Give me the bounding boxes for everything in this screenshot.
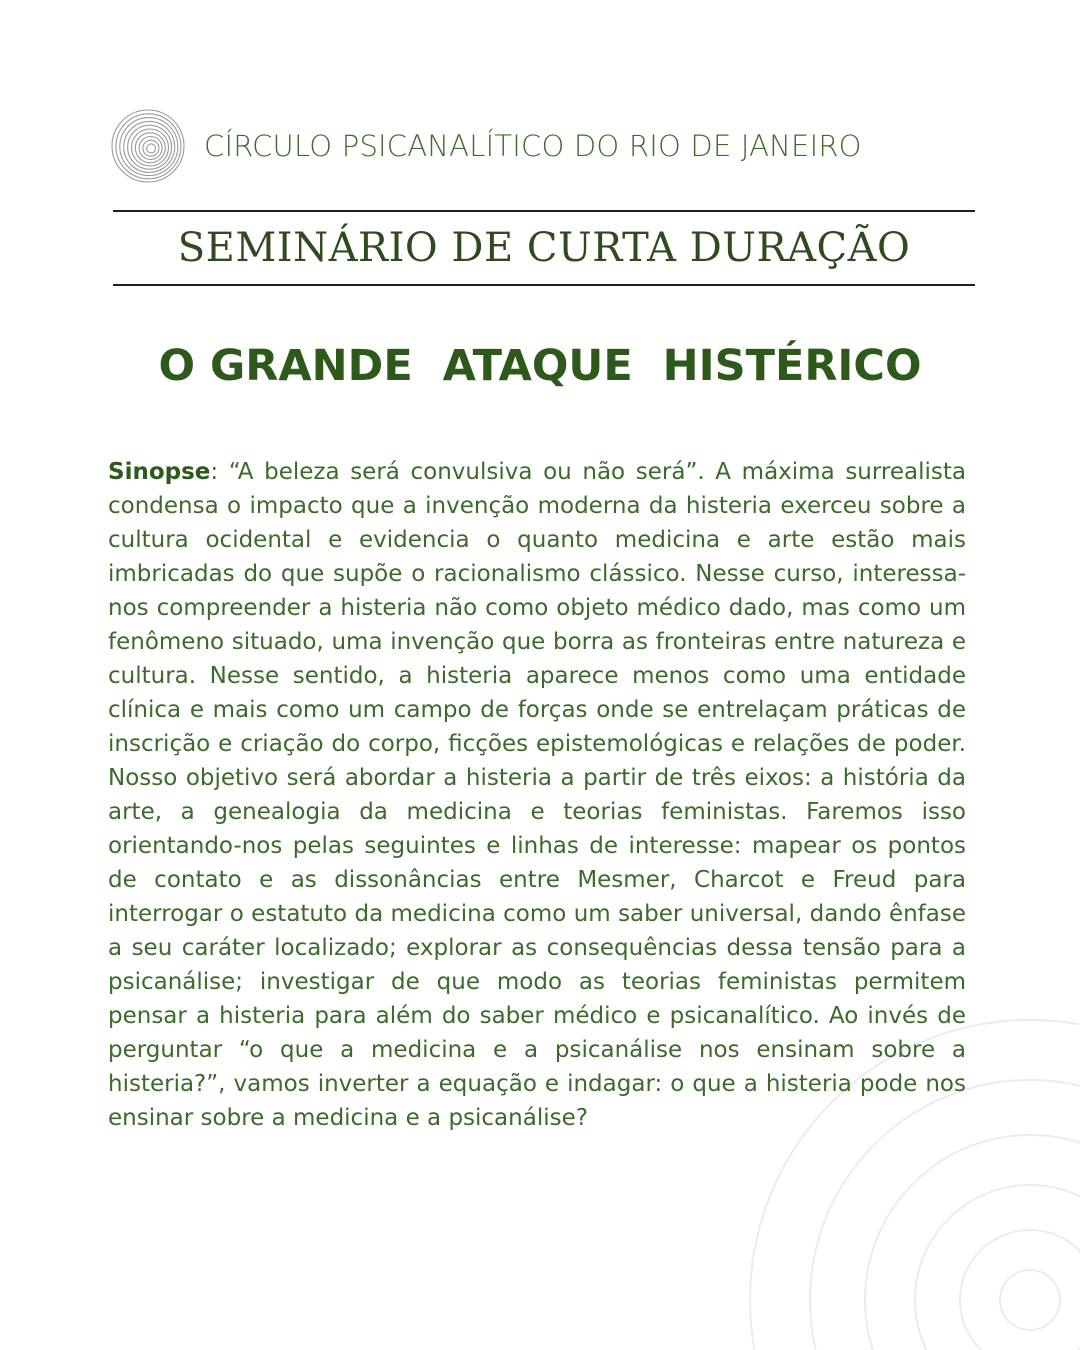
divider-top xyxy=(113,210,975,212)
seminar-type-heading: SEMINÁRIO DE CURTA DURAÇÃO xyxy=(177,225,911,271)
synopsis-label: Sinopse xyxy=(108,459,211,485)
synopsis-paragraph xyxy=(108,455,966,1135)
concentric-circles-logo-icon xyxy=(110,108,186,184)
synopsis-text: : “A beleza será convulsiva ou não será”. A máxima surrealista condensa o impacto que a invenção moderna da histeria exerceu sobre a cultura ocidental e evidencia o quanto medicina e arte estão mais imbricadas do que supõe o racionalismo clássico. Nesse curso, interessa-nos compreender a histeria não como objeto médico dado, mas como um fenômeno situado, uma invenção que borra as fronteiras entre natureza e cultura. Nesse sentido, a histeria aparece menos como uma entidade clínica e mais como um campo de forças onde se entrelaçam práticas de inscrição e criação do corpo, ficções epistemológicas e relações de poder. Nosso objetivo será abordar a histeria a partir de três eixos: a história da arte, a genealogia da medicina e teorias feministas. Faremos isso orientando-nos pelas seguintes e linhas de interesse: mapear os pontos de contato e as dissonâncias entre Mesmer, Charcot e Freud para interrogar o estatuto da medicina como um saber universal, dando ênfase a seu caráter localizado; explorar as consequências dessa tensão para a psicanálise; investigar de que modo as teorias feministas permitem pensar a histeria para além do saber médico e psicanalítico. Ao invés de perguntar “o que a medicina e a psicanálise nos ensinam sobre a histeria?”, vamos inverter a equação e indagar: o que a histeria pode nos ensinar sobre a medicina e a psicanálise? xyxy=(108,459,966,1131)
divider-bottom xyxy=(113,284,975,286)
seminar-title: O GRANDE ATAQUE HISTÉRICO xyxy=(158,341,922,391)
organization-header xyxy=(110,108,980,184)
organization-name: CÍRCULO PSICANALÍTICO DO RIO DE JANEIRO xyxy=(204,129,862,163)
